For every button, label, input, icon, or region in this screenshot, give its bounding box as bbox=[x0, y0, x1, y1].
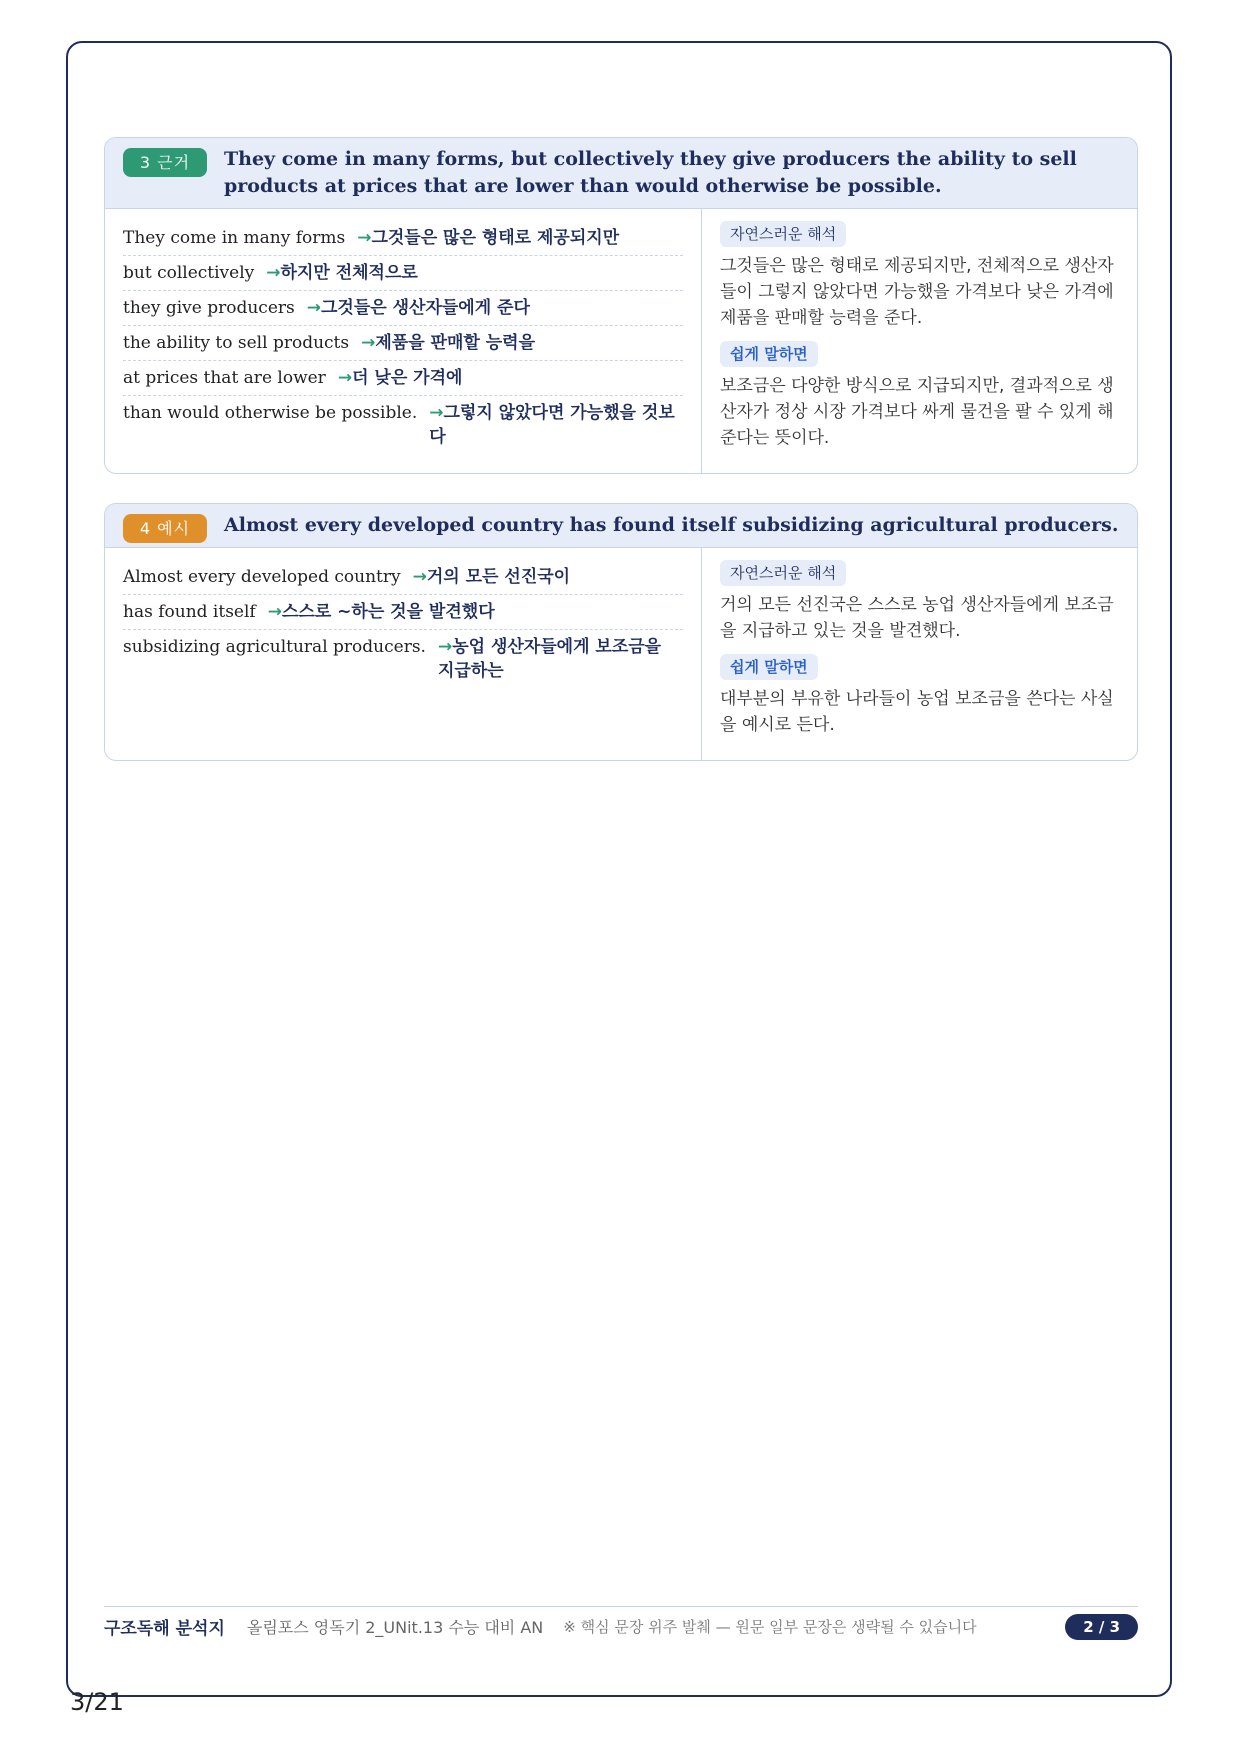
chunk-row bbox=[123, 256, 683, 291]
translation-panel bbox=[702, 548, 1137, 760]
chunk-korean: →제품을 판매할 능력을 bbox=[361, 333, 535, 353]
chunk-korean: →농업 생산자들에게 보조금을 지급하는 bbox=[437, 637, 662, 681]
arrow-icon: → bbox=[306, 298, 321, 318]
chunk-korean: →그것들은 많은 형태로 제공되지만 bbox=[357, 228, 620, 248]
chunk-korean: →스스로 ~하는 것을 발견했다 bbox=[267, 602, 495, 622]
translation-panel bbox=[702, 209, 1137, 473]
footer-subtitle: 올림포스 영독기 2_UNit.13 수능 대비 AN bbox=[246, 1618, 544, 1637]
footer-note: ※ 핵심 문장 위주 발췌 — 원문 일부 문장은 생략될 수 있습니다 bbox=[563, 1618, 977, 1636]
chunk-korean: →거의 모든 선진국이 bbox=[412, 567, 571, 587]
sentence-text: Almost every developed country has found itself subsidizing agricultural producers. bbox=[224, 514, 1119, 536]
chunk-row bbox=[123, 326, 683, 361]
page-indicator: 2 / 3 bbox=[1065, 1614, 1138, 1640]
chunk-row bbox=[123, 630, 683, 688]
chunk-english: they give producers bbox=[123, 298, 295, 318]
chunk-english: the ability to sell products bbox=[123, 333, 350, 353]
arrow-icon: → bbox=[266, 263, 281, 283]
arrow-icon: → bbox=[357, 228, 372, 248]
chunk-row bbox=[123, 560, 683, 595]
sentence-tag: 4 예시 bbox=[123, 514, 207, 543]
easy-explanation-label: 쉽게 말하면 bbox=[720, 341, 818, 367]
chunk-row bbox=[123, 595, 683, 630]
chunk-korean: →하지만 전체적으로 bbox=[266, 263, 418, 283]
arrow-icon: → bbox=[437, 637, 453, 657]
chunk-english: subsidizing agricultural producers. bbox=[123, 637, 426, 657]
chunk-korean: →그렇지 않았다면 가능했을 것보다 bbox=[429, 403, 675, 447]
chunk-row bbox=[123, 396, 683, 454]
arrow-icon: → bbox=[267, 602, 282, 622]
chunk-english: Almost every developed country bbox=[123, 567, 401, 587]
easy-explanation: 대부분의 부유한 나라들이 농업 보조금을 쓴다는 사실을 예시로 든다. bbox=[720, 689, 1114, 735]
chunk-korean: →더 낮은 가격에 bbox=[337, 368, 463, 388]
natural-translation: 그것들은 많은 형태로 제공되지만, 전체적으로 생산자들이 그렇지 않았다면 가능했을 가격보다 낮은 가격에 제품을 판매할 능력을 준다. bbox=[720, 256, 1114, 328]
analysis-card bbox=[104, 503, 1138, 761]
arrow-icon: → bbox=[412, 567, 427, 587]
chunk-english: They come in many forms bbox=[123, 228, 346, 248]
chunk-row bbox=[123, 291, 683, 326]
chunk-korean: →그것들은 생산자들에게 준다 bbox=[306, 298, 530, 318]
natural-translation: 거의 모든 선진국은 스스로 농업 생산자들에게 보조금을 지급하고 있는 것을 발견했다. bbox=[720, 595, 1114, 641]
natural-translation-label: 자연스러운 해석 bbox=[720, 560, 846, 586]
chunk-english: than would otherwise be possible. bbox=[123, 403, 418, 423]
sentence-text: They come in many forms, but collectively they give producers the ability to sell products at prices that are lower than would otherwise be possible. bbox=[224, 148, 1077, 197]
arrow-icon: → bbox=[337, 368, 353, 388]
chunk-list bbox=[105, 209, 702, 473]
page-counter: 3/21 bbox=[70, 1688, 124, 1716]
sentence-tag: 3 근거 bbox=[123, 148, 207, 177]
easy-explanation: 보조금은 다양한 방식으로 지급되지만, 결과적으로 생산자가 정상 시장 가격보다 싸게 물건을 팔 수 있게 해준다는 뜻이다. bbox=[720, 376, 1114, 448]
natural-translation-label: 자연스러운 해석 bbox=[720, 221, 846, 247]
chunk-row bbox=[123, 361, 683, 396]
arrow-icon: → bbox=[361, 333, 376, 353]
chunk-english: but collectively bbox=[123, 263, 255, 283]
chunk-english: has found itself bbox=[123, 602, 256, 622]
arrow-icon: → bbox=[429, 403, 444, 423]
card-header bbox=[105, 504, 1137, 548]
chunk-row bbox=[123, 221, 683, 256]
card-header bbox=[105, 138, 1137, 209]
footer-title: 구조독해 분석지 bbox=[104, 1619, 225, 1639]
chunk-english: at prices that are lower bbox=[123, 368, 326, 388]
analysis-card bbox=[104, 137, 1138, 474]
chunk-list bbox=[105, 548, 702, 760]
easy-explanation-label: 쉽게 말하면 bbox=[720, 654, 818, 680]
page-footer bbox=[104, 1606, 1138, 1646]
